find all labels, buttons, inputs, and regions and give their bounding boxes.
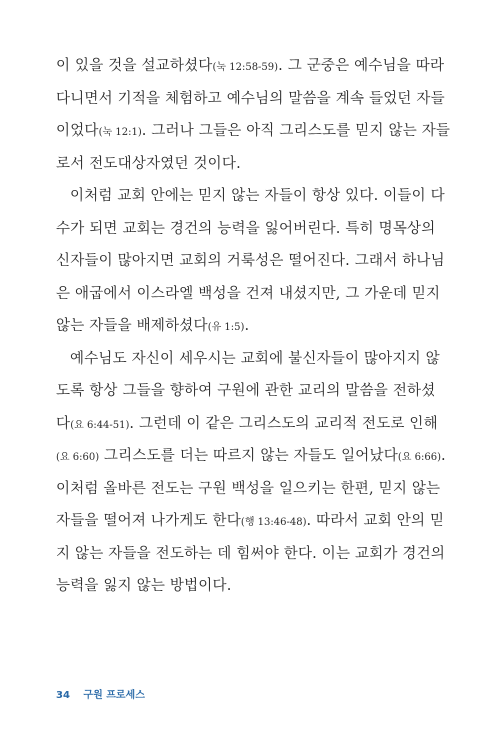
text-line: 지 않는 자들을 전도하는 데 힘써야 한다. 이는 교회가 경건의 (56, 545, 446, 562)
text-line: 능력을 잃지 않는 방법이다. (56, 578, 232, 594)
text-span: . 그런데 이 같은 그리스도의 교리적 전도로 인해 (129, 415, 438, 432)
text-line (56, 505, 445, 538)
text-line (56, 408, 436, 441)
text-line: 은 애굽에서 이스라엘 백성을 건져 내셨지만, 그 가운데 믿지 (56, 285, 441, 302)
text-line (56, 440, 446, 473)
scripture-reference: (요 6:66) (397, 452, 442, 463)
text-span: 그리스도를 더는 따르지 않는 자들도 일어났다 (99, 448, 398, 464)
text-span: 자들을 떨어져 나가게도 한다 (56, 513, 241, 529)
text-span: 이었다 (56, 123, 99, 139)
scripture-reference: (요 6:44-51) (70, 419, 130, 431)
text-line (56, 50, 445, 83)
scripture-reference: (눅 12:1) (98, 127, 142, 138)
text-line: 신자들이 많아지면 교회의 거룩성은 떨어진다. 그래서 하나님 (56, 253, 445, 269)
text-span: . (441, 448, 446, 464)
text-line: 도록 항상 그들을 향하여 구원에 관한 교리의 말씀을 전하셨 (56, 383, 436, 399)
scripture-reference: (행 13:46-48) (240, 517, 307, 528)
text-span: 않는 자들을 배제하셨다 (56, 318, 208, 334)
text-span: 다 (56, 415, 71, 432)
text-line: 다니면서 기적을 체험하고 예수님의 말씀을 계속 들었던 자들 (56, 90, 445, 107)
text-line: 이처럼 올바른 전도는 구원 백성을 일으키는 한편, 믿지 않는 (56, 480, 441, 497)
text-line (56, 115, 451, 148)
scripture-reference: (유 1:5) (207, 322, 245, 333)
page-number: 34 (56, 690, 70, 701)
text-span: . (244, 318, 250, 334)
text-line: 예수님도 자신이 세우시는 교회에 불신자들이 많아지지 않 (70, 350, 440, 367)
text-span: . 그러나 그들은 아직 그리스도를 믿지 않는 자들 (141, 123, 451, 139)
page-footer (56, 686, 145, 701)
text-span: . 그 군중은 예수님을 따라 (278, 58, 445, 74)
text-span: 이 있을 것을 설교하셨다 (56, 58, 213, 74)
text-line: 수가 되면 교회는 경건의 능력을 잃어버린다. 특히 명목상의 (56, 220, 436, 237)
text-line: 로서 전도대상자였던 것이다. (56, 155, 241, 172)
text-line: 이처럼 교회 안에는 믿지 않는 자들이 항상 있다. 이들이 다 (70, 188, 445, 204)
scripture-reference: (요 6:60) (56, 452, 100, 463)
text-span: . 따라서 교회 안의 믿 (306, 513, 445, 529)
scripture-reference: (눅 12:58-59) (212, 62, 279, 73)
body-text (56, 50, 451, 603)
text-line (56, 310, 436, 343)
book-title: 구원 프로세스 (83, 690, 145, 701)
